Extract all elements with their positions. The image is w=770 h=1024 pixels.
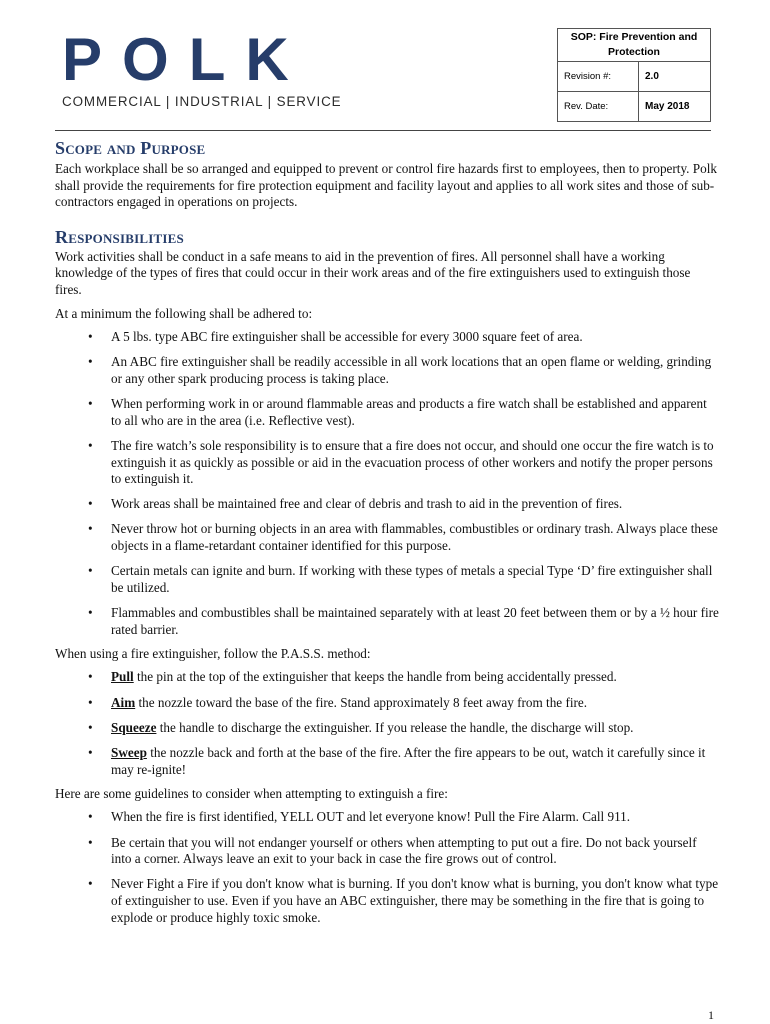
bullet-icon: • [88,354,93,370]
bullet-icon: • [88,809,93,825]
list-item: • When the fire is first identified, YELL OUT and let everyone know! Pull the Fire Alarm. Call 911. [88,809,631,825]
list-item: • An ABC fire extinguisher shall be readily accessible in all work locations that an open flame or welding, grinding or any other spark producing process is taking place. [88,354,712,386]
bullet-icon: • [88,437,93,453]
bullet-icon: • [88,834,93,850]
bullet-icon: • [88,563,93,579]
list-item: • Be certain that you will not endanger yourself or others when attempting to put out a fire. Do not back yourself into a corner. Always leave an exit to your back in case the fire grows out of control. [88,834,697,867]
list-item: • Pull the pin at the top of the extinguisher that keeps the handle from being accidentally pressed. [88,669,617,685]
logo-tagline: COMMERCIAL | INDUSTRIAL | SERVICE [62,94,342,109]
list-item: • The fire watch’s sole responsibility is to ensure that a fire does not occur, and should one occur the fire watch is to extinguish it as quickly as possible or aid in the evacuation process of other workers and notify the proper persons to extinguish it. [88,437,714,487]
guidelines-list [55,809,720,926]
responsibilities-intro: Work activities shall be conduct in a safe means to aid in the prevention of fires. All personnel shall have a working knowledge of the types of fires that could occur in their work areas and of the fire extinguishers used to extinguish those fires. [55,248,691,297]
pass-keyword: Aim [111,694,136,710]
scope-heading: Scope and Purpose [55,138,206,158]
revision-label: Revision #: [558,62,639,92]
responsibilities-heading: Responsibilities [55,226,184,247]
pass-intro: When using a fire extinguisher, follow the P.A.S.S. method: [55,645,371,661]
logo-wordmark: POLK [62,26,309,93]
sop-info-table [557,28,711,122]
page-number: 1 [708,1008,714,1022]
header-divider [55,130,711,131]
bullet-icon: • [88,876,93,892]
list-item: • Aim the nozzle toward the base of the fire. Stand approximately 8 feet away from the fire. [88,694,588,710]
guidelines-intro: Here are some guidelines to consider when attempting to extinguish a fire: [55,785,448,801]
sop-title: SOP: Fire Prevention and Protection [558,29,711,62]
scope-text: Each workplace shall be so arranged and equipped to prevent or control fire hazards first to employees, then to property. Polk shall provide the requirements for fire protection equipment and facility layout and applies to all work sites and those of sub-contractors engaged in operations on projects. [55,161,717,210]
pass-keyword: Squeeze [111,719,157,735]
bullet-icon: • [88,521,93,537]
polk-logo [62,26,342,109]
bullet-icon: • [88,719,93,735]
document-body [55,137,720,935]
list-item: • Sweep the nozzle back and forth at the base of the fire. After the fire appears to be out, watch it carefully since it may re-ignite! [88,744,706,777]
revision-value: 2.0 [639,62,711,92]
pass-keyword: Sweep [111,744,147,760]
list-item: • Certain metals can ignite and burn. If working with these types of metals a special Type ‘D’ fire extinguisher shall be utilized. [88,563,713,595]
rev-date-label: Rev. Date: [558,92,639,122]
bullet-icon: • [88,694,93,710]
list-item: • Flammables and combustibles shall be maintained separately with at least 20 feet between them or by a ½ hour fire rated barrier. [88,605,719,637]
bullet-icon: • [88,744,93,760]
list-item: • Squeeze the handle to discharge the extinguisher. If you release the handle, the discharge will stop. [88,719,634,735]
pass-list [55,669,720,778]
list-item: • Never throw hot or burning objects in an area with flammables, combustibles or ordinary trash. Always place these objects in a flame-retardant container identified for this purpose. [88,521,718,554]
bullet-icon: • [88,496,93,512]
list-item: • Work areas shall be maintained free and clear of debris and trash to aid in the prevention of fires. [88,496,623,512]
rev-date-value: May 2018 [639,92,711,122]
bullet-icon: • [88,605,93,621]
list-item: • Never Fight a Fire if you don't know what is burning. If you don't know what is burning, you don't know what type of extinguisher to use. Even if you have an ABC extinguisher, there may be something in the fire that is going to explode or produce highly toxic smoke. [88,876,719,925]
list-item: • A 5 lbs. type ABC fire extinguisher shall be accessible for every 3000 square feet of area. [88,329,583,345]
bullet-icon: • [88,329,93,345]
minimum-list [55,329,720,638]
pass-keyword: Pull [111,669,134,685]
minimum-intro: At a minimum the following shall be adhered to: [55,305,313,321]
bullet-icon: • [88,396,93,412]
list-item: • When performing work in or around flammable areas and products a fire watch shall be established and apparent to all who are in the area (i.e. Reflective vest). [88,396,707,428]
bullet-icon: • [88,669,93,685]
